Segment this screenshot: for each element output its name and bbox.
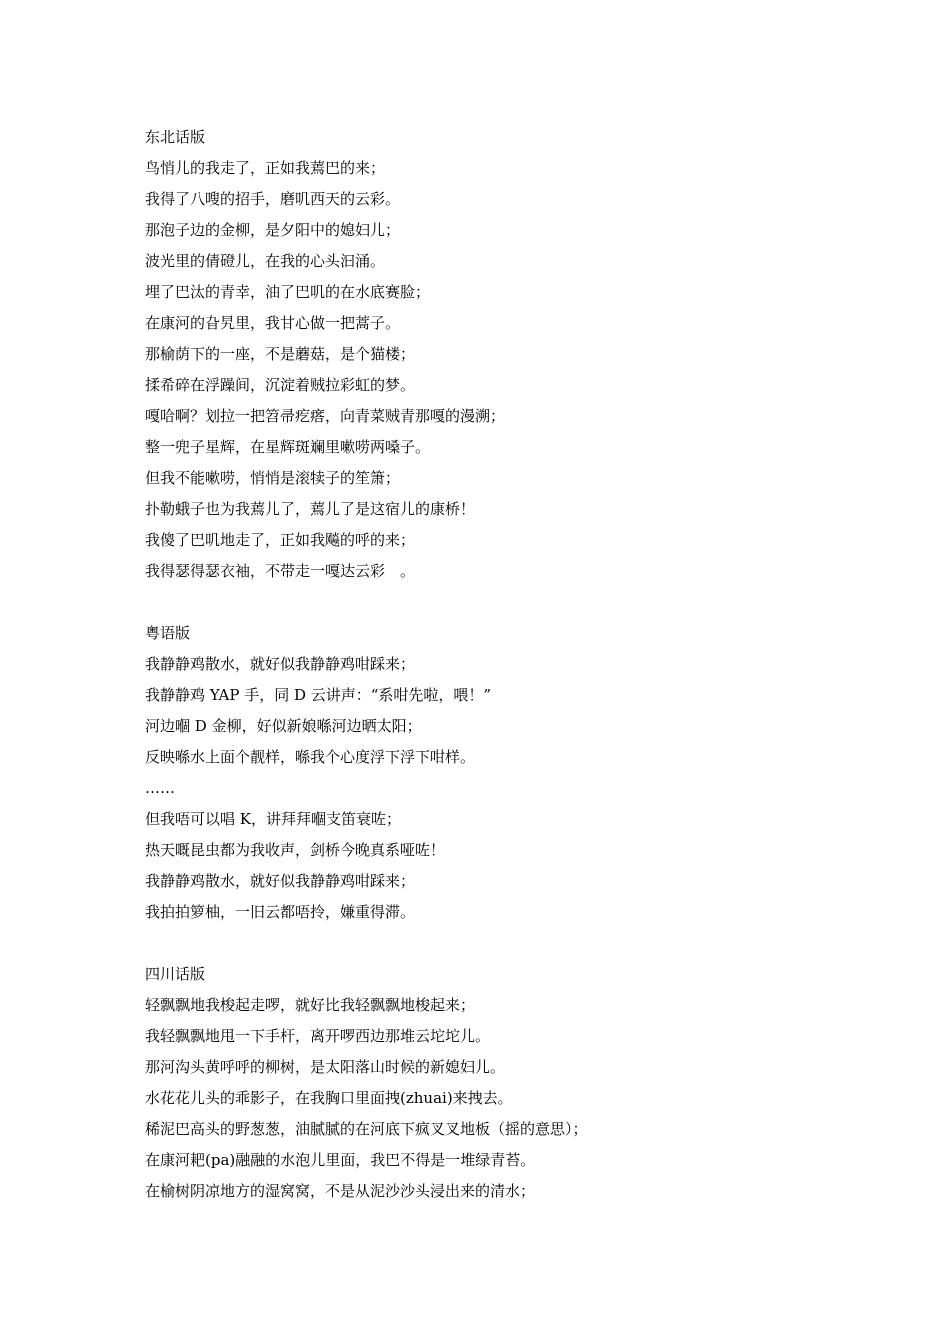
text-line: 我静静鸡 YAP 手，同 D 云讲声：“系咁先啦，喂！” — [145, 686, 492, 704]
text-line: 揉希碎在浮躁间，沉淀着贼拉彩虹的梦。 — [145, 376, 416, 394]
section-title: 粤语版 — [145, 624, 191, 642]
text-line: 我静静鸡散水，就好似我静静鸡咁踩来； — [145, 655, 416, 673]
section-title: 东北话版 — [145, 128, 206, 146]
text-line: 埋了巴汰的青幸，油了巴叽的在水底赛脸； — [145, 283, 431, 301]
text-line: 扑勒蛾子也为我蔫儿了，蔫儿了是这宿儿的康桥！ — [145, 500, 476, 518]
section-title: 四川话版 — [145, 965, 206, 983]
text-line: 轻飘飘地我梭起走啰，就好比我轻飘飘地梭起来； — [145, 996, 476, 1014]
text-line: 热天嘅昆虫都为我收声，剑桥今晚真系哑咗！ — [145, 841, 446, 859]
text-line: 我傻了巴叽地走了，正如我飚的呼的来； — [145, 531, 416, 549]
section-dongbei — [145, 122, 845, 587]
section-sichuan — [145, 959, 845, 1207]
text-line: 整一兜子星辉，在星辉斑斓里嗽唠两嗓子。 — [145, 438, 431, 456]
section-spacer — [145, 928, 845, 959]
text-line: 嘎哈啊？划拉一把笤帚疙瘩，向青菜贼青那嘎的漫溯； — [145, 407, 506, 425]
text-line: 水花花儿头的乖影子，在我胸口里面拽(zhuai)来拽去。 — [145, 1089, 513, 1107]
text-line: 反映喺水上面个靓样，喺我个心度浮下浮下咁样。 — [145, 748, 476, 766]
text-line: 波光里的倩磴儿，在我的心头汩涌。 — [145, 252, 386, 270]
text-line: 那河沟头黄呼呼的柳树，是太阳落山时候的新媳妇儿。 — [145, 1058, 506, 1076]
section-cantonese — [145, 618, 845, 928]
text-line: 在康河耙(pa)融融的水泡儿里面，我巴不得是一堆绿青苔。 — [145, 1151, 536, 1169]
text-line: 我拍拍箩柚，一旧云都唔拎，嫌重得滞。 — [145, 903, 416, 921]
text-line: 稀泥巴高头的野葱葱，油腻腻的在河底下疯叉叉地板（摇的意思）； — [145, 1120, 588, 1138]
text-line: 在榆树阴凉地方的湿窝窝，不是从泥沙沙头浸出来的清水； — [145, 1182, 536, 1200]
text-line: 我轻飘飘地甩一下手杆，离开啰西边那堆云坨坨儿。 — [145, 1027, 491, 1045]
text-line: 在康河的旮旯里，我甘心做一把蒿子。 — [145, 314, 401, 332]
section-spacer — [145, 587, 845, 618]
text-line: 我得了八嗖的招手，磨叽西天的云彩。 — [145, 190, 401, 208]
text-line: 那泡子边的金柳，是夕阳中的媳妇儿； — [145, 221, 401, 239]
text-line: 但我唔可以唱 K，讲拜拜嗰支笛衰咗； — [145, 810, 401, 828]
poem-text-body — [145, 122, 845, 1207]
text-line: 我静静鸡散水，就好似我静静鸡咁踩来； — [145, 872, 416, 890]
text-line: 那榆荫下的一座，不是蘑菇，是个猫楼； — [145, 345, 416, 363]
text-line: 我得瑟得瑟衣袖，不带走一嘎达云彩 。 — [145, 562, 416, 580]
text-line: 鸟悄儿的我走了，正如我蔫巴的来； — [145, 159, 386, 177]
text-line: 但我不能嗽唠，悄悄是滚犊子的笙箫； — [145, 469, 401, 487]
text-line: 河边嗰 D 金柳，好似新娘喺河边晒太阳； — [145, 717, 422, 735]
text-line: …… — [145, 779, 175, 797]
